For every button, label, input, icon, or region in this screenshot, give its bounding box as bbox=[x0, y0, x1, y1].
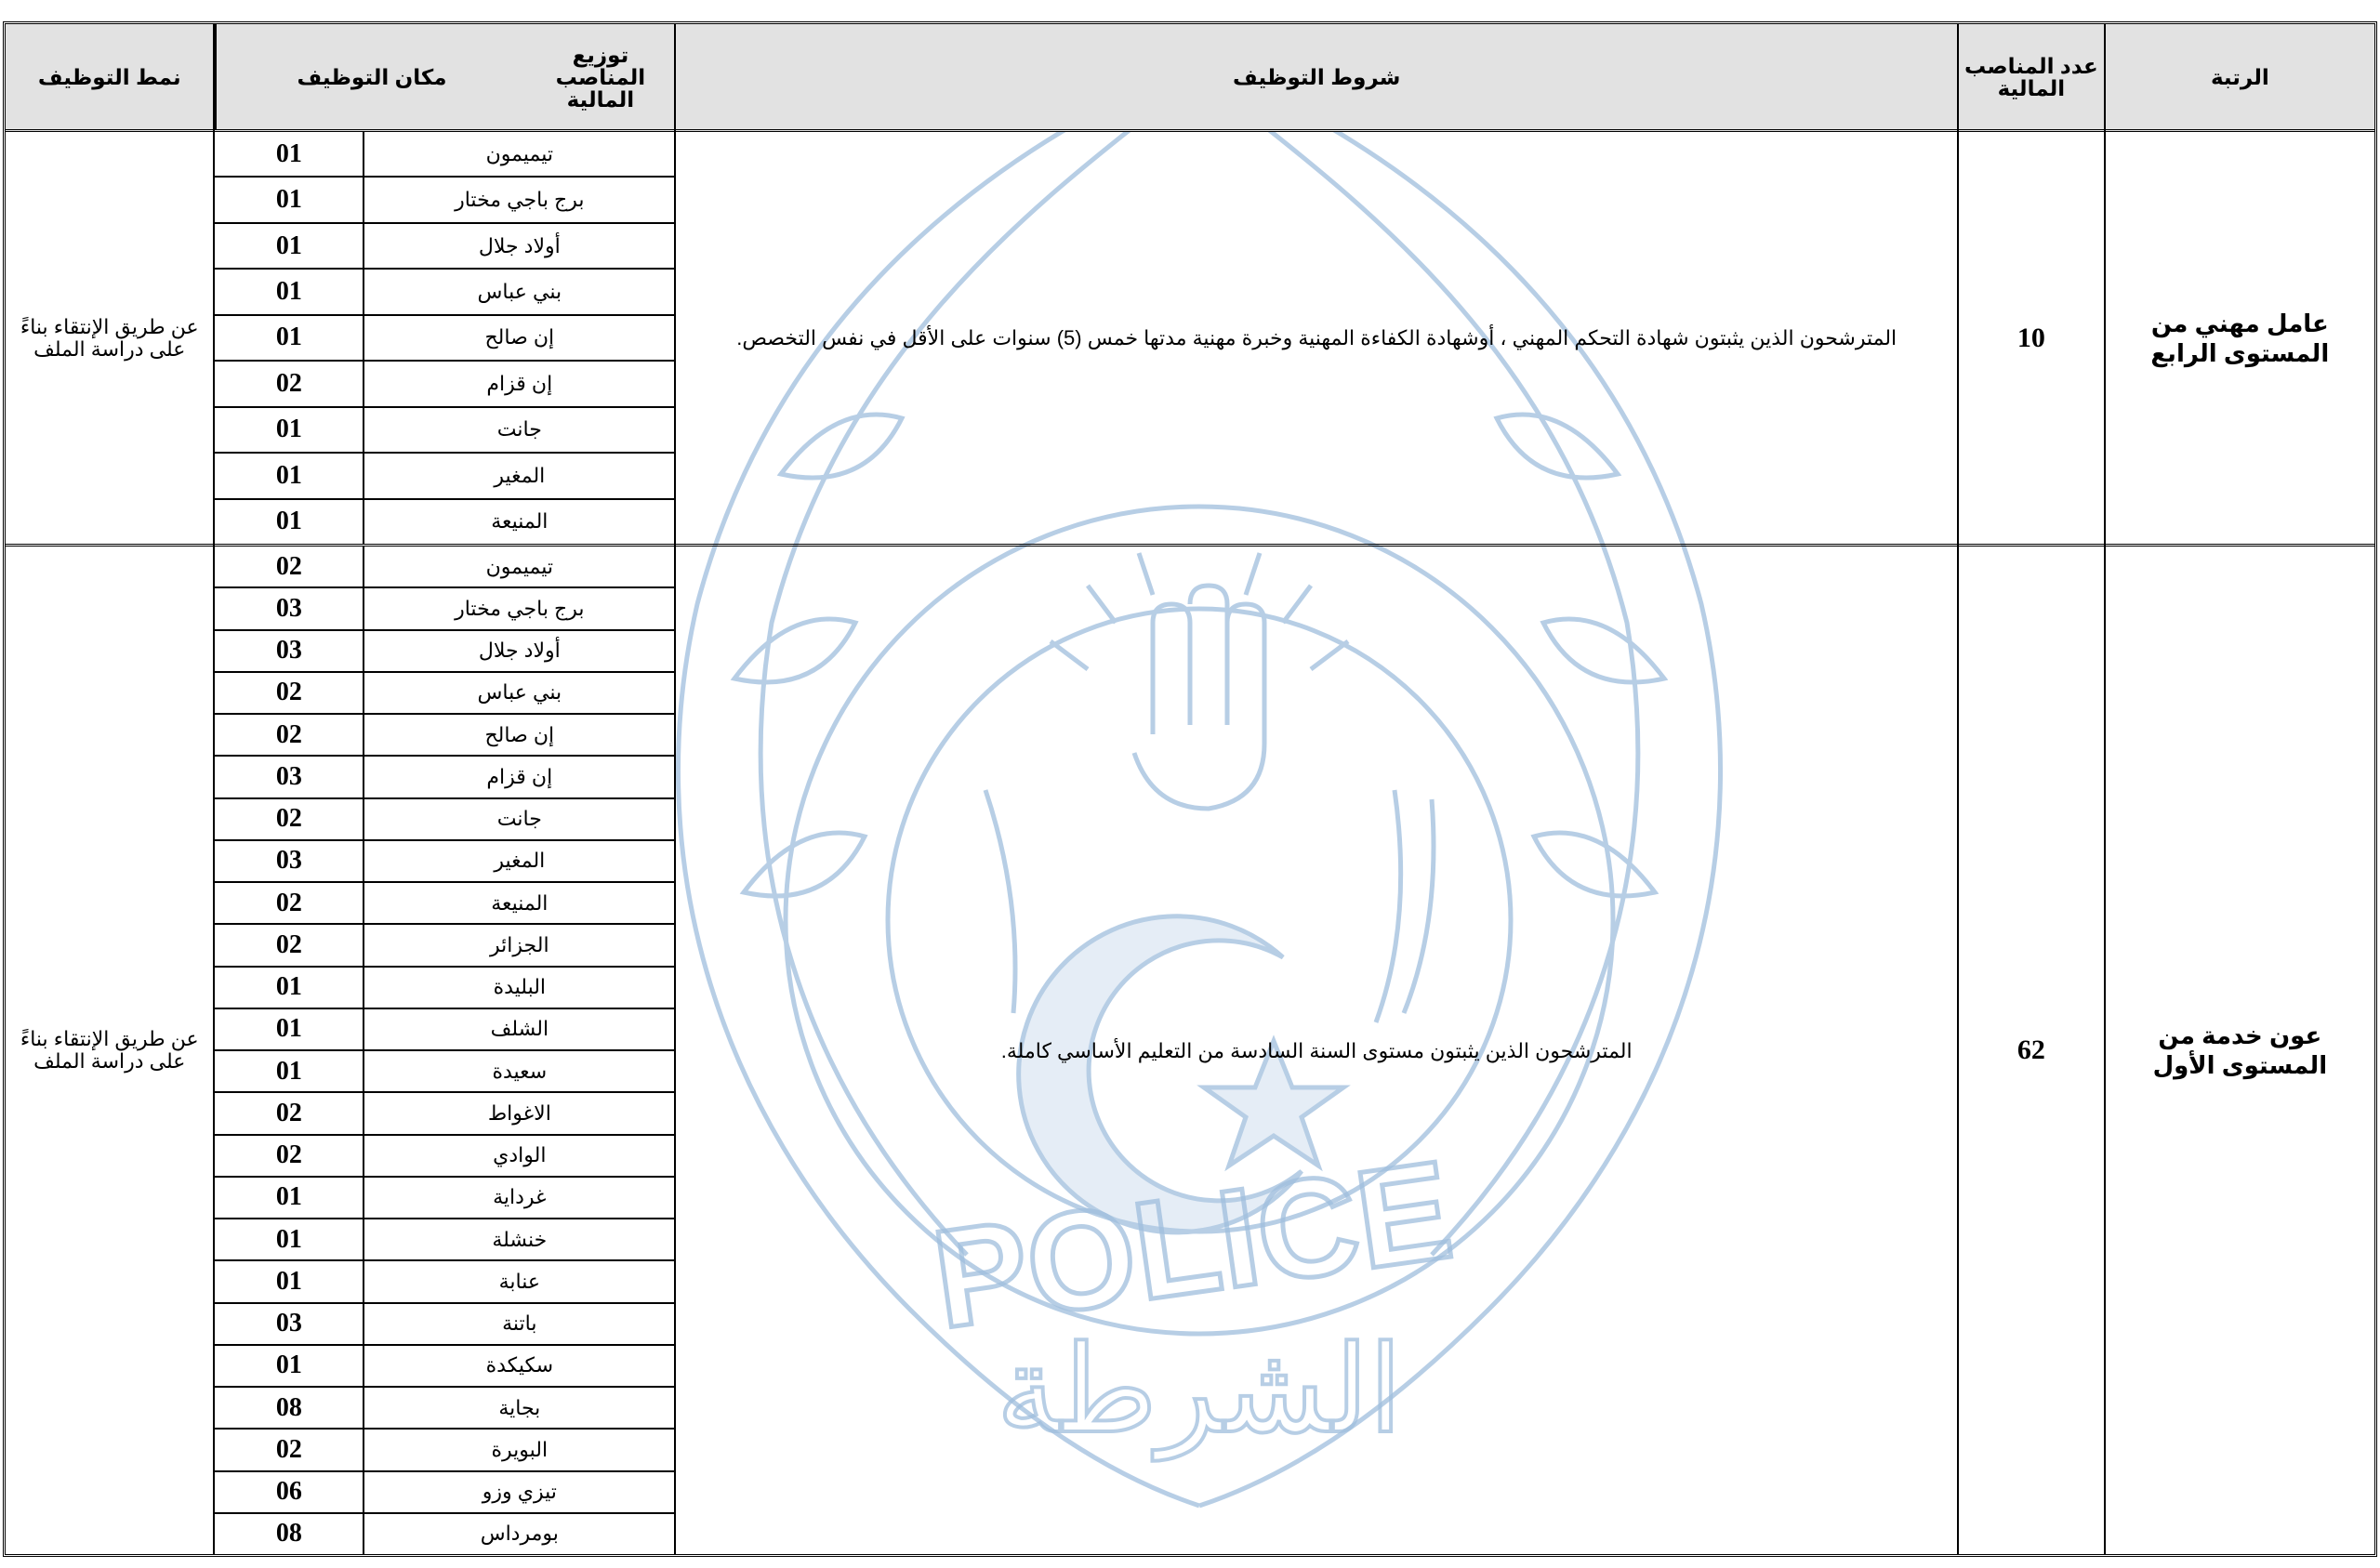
count-cell-1 bbox=[1959, 132, 2104, 547]
table-row bbox=[215, 1304, 674, 1346]
count-column bbox=[1957, 24, 2104, 1554]
place-cell: بني عباس bbox=[363, 270, 674, 313]
place-cell: سكيكدة bbox=[363, 1346, 674, 1386]
place-cell: تيميمون bbox=[363, 547, 674, 586]
distribution-cell: 03 bbox=[275, 593, 302, 623]
distribution-cell: 03 bbox=[275, 1309, 302, 1338]
place-cell: المغير bbox=[363, 454, 674, 497]
place-cell: أولاد جلال bbox=[363, 631, 674, 671]
distribution-cell: 06 bbox=[275, 1477, 302, 1507]
table-row bbox=[215, 968, 674, 1009]
distribution-cell: 08 bbox=[275, 1392, 302, 1422]
table-row bbox=[215, 500, 674, 544]
distribution-cell: 02 bbox=[275, 888, 302, 917]
table-row bbox=[215, 1472, 674, 1514]
distribution-cell: 01 bbox=[275, 1224, 302, 1254]
watermark-text-ar: الشرطة bbox=[996, 1319, 1403, 1460]
distribution-cell: 02 bbox=[275, 1434, 302, 1464]
place-cell: جانت bbox=[363, 408, 674, 452]
table-row bbox=[215, 1514, 674, 1554]
distribution-cell: 01 bbox=[275, 1351, 302, 1380]
place-cell: برج باجي مختار bbox=[363, 178, 674, 221]
table-row bbox=[215, 270, 674, 315]
table-row bbox=[215, 1009, 674, 1051]
distribution-cell: 01 bbox=[275, 507, 302, 536]
distribution-cell: 02 bbox=[275, 368, 302, 398]
table-row bbox=[215, 224, 674, 270]
distribution-cell: 03 bbox=[275, 636, 302, 665]
conditions-cell-1 bbox=[676, 132, 1957, 547]
distribution-cell: 02 bbox=[275, 719, 302, 749]
count-cell-2 bbox=[1959, 547, 2104, 1554]
place-distribution-columns bbox=[213, 24, 674, 1554]
header-place: مكان التوظيف bbox=[215, 24, 526, 129]
places-group-2 bbox=[215, 547, 674, 1554]
place-cell: تيميمون bbox=[363, 132, 674, 176]
table-row bbox=[215, 1346, 674, 1388]
table-row bbox=[215, 841, 674, 883]
header-place-distribution bbox=[215, 24, 674, 132]
header-positions-count: عدد المناصب المالية bbox=[1959, 24, 2104, 132]
table-row bbox=[215, 316, 674, 362]
distribution-cell: 02 bbox=[275, 929, 302, 959]
place-cell: غرداية bbox=[363, 1178, 674, 1218]
distribution-cell: 01 bbox=[275, 1014, 302, 1044]
place-cell: بومرداس bbox=[363, 1514, 674, 1554]
distribution-cell: 01 bbox=[275, 1266, 302, 1296]
mode-cell-1 bbox=[6, 132, 213, 547]
table-row bbox=[215, 883, 674, 925]
place-cell: بني عباس bbox=[363, 673, 674, 713]
table-row bbox=[215, 408, 674, 454]
table-row bbox=[215, 454, 674, 499]
rank-column bbox=[2104, 24, 2374, 1554]
table-row bbox=[215, 132, 674, 178]
table-row bbox=[215, 1261, 674, 1303]
distribution-cell: 01 bbox=[275, 972, 302, 1002]
place-cell: إن صالح bbox=[363, 316, 674, 360]
distribution-cell: 01 bbox=[275, 323, 302, 352]
distribution-cell: 01 bbox=[275, 1182, 302, 1212]
rank-cell-2 bbox=[2106, 547, 2374, 1554]
place-cell: إن صالح bbox=[363, 715, 674, 755]
rank-cell-1 bbox=[2106, 132, 2374, 547]
place-cell: الوادي bbox=[363, 1136, 674, 1176]
distribution-cell: 03 bbox=[275, 846, 302, 876]
place-cell: الشلف bbox=[363, 1009, 674, 1049]
table-row bbox=[215, 673, 674, 715]
place-cell: برج باجي مختار bbox=[363, 588, 674, 628]
place-cell: البويرة bbox=[363, 1430, 674, 1469]
table-row bbox=[215, 1136, 674, 1178]
place-cell: الاغواط bbox=[363, 1093, 674, 1133]
place-cell: إن قزام bbox=[363, 757, 674, 797]
distribution-cell: 01 bbox=[275, 138, 302, 168]
distribution-cell: 01 bbox=[275, 460, 302, 490]
table-row bbox=[215, 799, 674, 841]
conditions-cell-2 bbox=[676, 547, 1957, 1554]
header-distribution: توزيع المناصب المالية bbox=[555, 42, 646, 112]
mode-text: عن طريق الإنتقاء بناءً على دراسة الملف bbox=[20, 314, 199, 361]
header-rank: الرتبة bbox=[2106, 24, 2374, 132]
place-cell: المنيعة bbox=[363, 883, 674, 923]
table-row bbox=[215, 757, 674, 798]
distribution-cell: 02 bbox=[275, 678, 302, 707]
distribution-cell: 02 bbox=[275, 1098, 302, 1127]
recruitment-table bbox=[3, 21, 2377, 1557]
place-cell: جانت bbox=[363, 799, 674, 839]
table-row bbox=[215, 1178, 674, 1219]
distribution-cell: 03 bbox=[275, 761, 302, 791]
conditions-text: المترشحون الذين يثبتون شهادة التحكم المهني ، أوشهادة الكفاءة المهنية وخبرة مهنية مدتها خمس (5) سنوات على الأقل في نفس التخصص. bbox=[736, 326, 1897, 349]
rank-text: عامل مهني من المستوى الرابع bbox=[2150, 309, 2330, 367]
place-cell: إن قزام bbox=[363, 362, 674, 405]
mode-text: عن طريق الإنتقاء بناءً على دراسة الملف bbox=[20, 1027, 199, 1073]
place-cell: سعيدة bbox=[363, 1051, 674, 1091]
place-cell: باتنة bbox=[363, 1304, 674, 1344]
table-row bbox=[215, 362, 674, 407]
table-row bbox=[215, 1430, 674, 1471]
distribution-cell: 01 bbox=[275, 415, 302, 444]
distribution-cell: 02 bbox=[275, 1140, 302, 1170]
table-row bbox=[215, 1093, 674, 1135]
places-group-1 bbox=[215, 132, 674, 547]
distribution-cell: 01 bbox=[275, 277, 302, 307]
table-row bbox=[215, 925, 674, 967]
table-row bbox=[215, 1051, 674, 1093]
mode-column bbox=[6, 24, 213, 1554]
table-row bbox=[215, 547, 674, 588]
count-text: 62 bbox=[2016, 1034, 2045, 1065]
header-mode: نمط التوظيف bbox=[6, 24, 213, 132]
place-cell: عنابة bbox=[363, 1261, 674, 1301]
distribution-cell: 01 bbox=[275, 1056, 302, 1086]
header-conditions: شروط التوظيف bbox=[676, 24, 1957, 132]
conditions-text: المترشحون الذين يثبتون مستوى السنة السادسة من التعليم الأساسي كاملة. bbox=[1000, 1038, 1633, 1062]
mode-cell-2 bbox=[6, 547, 213, 1554]
distribution-cell: 02 bbox=[275, 804, 302, 834]
place-cell: أولاد جلال bbox=[363, 224, 674, 268]
table-row bbox=[215, 715, 674, 757]
distribution-cell: 08 bbox=[275, 1519, 302, 1548]
conditions-column bbox=[674, 24, 1957, 1554]
place-cell: الجزائر bbox=[363, 925, 674, 965]
table-row bbox=[215, 178, 674, 223]
distribution-cell: 02 bbox=[275, 551, 302, 581]
place-cell: خنشلة bbox=[363, 1219, 674, 1259]
distribution-cell: 01 bbox=[275, 185, 302, 215]
table-row bbox=[215, 631, 674, 673]
place-cell: بجاية bbox=[363, 1388, 674, 1428]
watermark-text-en: POLICE bbox=[924, 1130, 1461, 1358]
rank-text: عون خدمة من المستوى الأول bbox=[2152, 1021, 2328, 1079]
place-cell: المنيعة bbox=[363, 500, 674, 544]
place-cell: تيزي وزو bbox=[363, 1472, 674, 1512]
table-row bbox=[215, 1388, 674, 1430]
distribution-cell: 01 bbox=[275, 231, 302, 260]
count-text: 10 bbox=[2016, 322, 2045, 353]
table-row bbox=[215, 588, 674, 630]
place-cell: البليدة bbox=[363, 968, 674, 1008]
place-cell: المغير bbox=[363, 841, 674, 881]
table-row bbox=[215, 1219, 674, 1261]
